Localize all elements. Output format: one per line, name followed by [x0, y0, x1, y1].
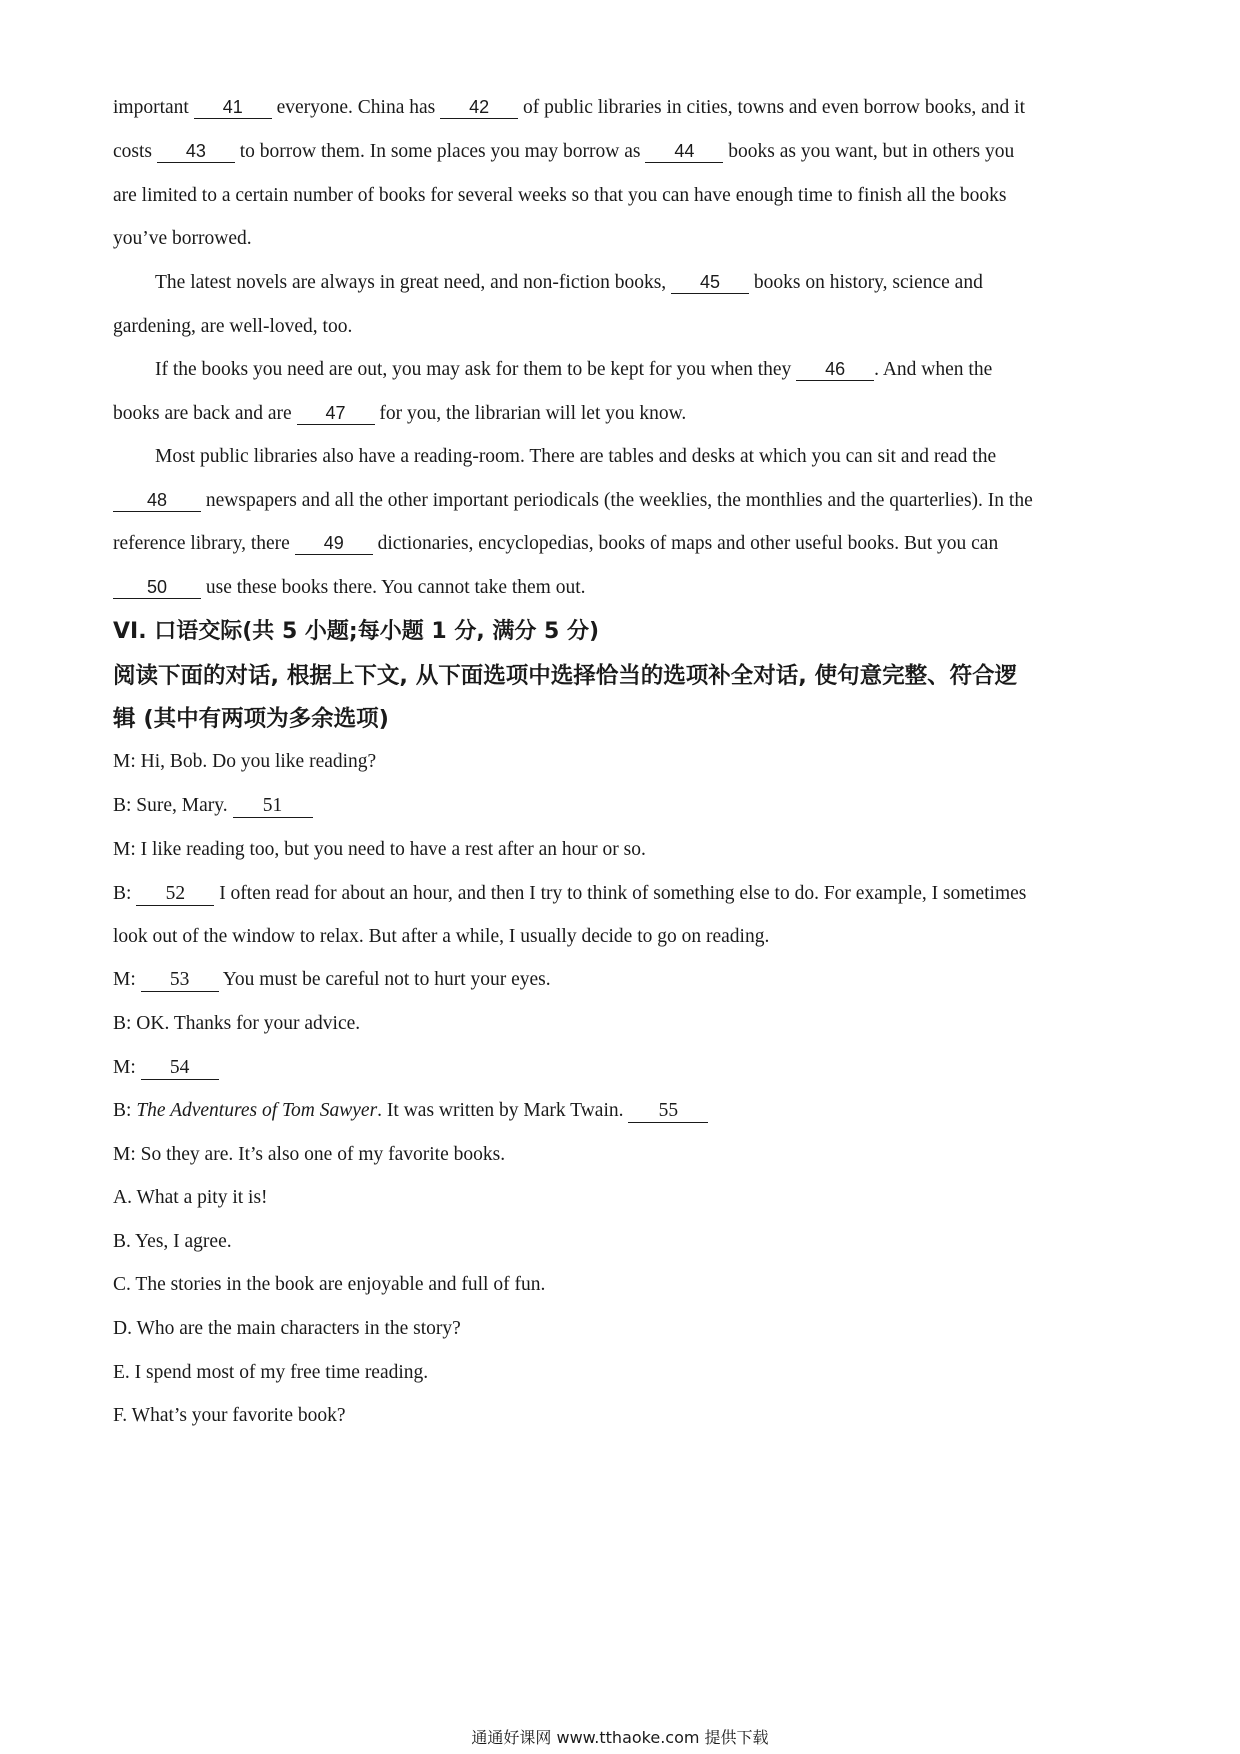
dialogue-line-1: M: Hi, Bob. Do you like reading? [113, 751, 377, 772]
text: books are back and are [113, 403, 297, 424]
page-footer: 通通好课网 www.tthaoke.com 提供下载 [471, 1728, 769, 1747]
dialogue-line-9 [113, 1098, 708, 1124]
dialogue-line-8 [113, 1055, 219, 1081]
passage-line-3: are limited to a certain number of books for several weeks so that you can have enough time to finish all the books [113, 185, 1007, 206]
passage-line-7 [155, 357, 992, 383]
blank-44: 44 [645, 140, 723, 163]
text: I often read for about an hour, and then I try to think of something else to do. For example, I sometimes [214, 883, 1027, 904]
text: reference library, there [113, 533, 295, 554]
dialogue-line-7: B: OK. Thanks for your advice. [113, 1013, 361, 1034]
dialogue-line-2 [113, 793, 313, 819]
text: newspapers and all the other important periodicals (the weeklies, the monthlies and the quarterlies). In the [201, 490, 1033, 511]
book-title: The Adventures of Tom Sawyer [136, 1100, 378, 1121]
passage-line-1 [113, 95, 1025, 121]
passage-line-12 [113, 575, 586, 601]
passage-line-10 [113, 488, 1033, 514]
passage-line-5 [155, 270, 983, 296]
text: M: [113, 1057, 141, 1078]
option-f: F. What’s your favorite book? [113, 1405, 346, 1426]
text: . And when the [874, 359, 993, 380]
blank-55: 55 [628, 1100, 708, 1123]
passage-line-9: Most public libraries also have a reading-room. There are tables and desks at which you can sit and read the [155, 446, 997, 467]
passage-line-4: you’ve borrowed. [113, 228, 252, 249]
option-e: E. I spend most of my free time reading. [113, 1362, 429, 1383]
blank-42: 42 [440, 96, 518, 119]
section-heading: VI. 口语交际(共 5 小题;每小题 1 分, 满分 5 分) [113, 619, 600, 644]
blank-50: 50 [113, 576, 201, 599]
dialogue-line-4 [113, 881, 1026, 907]
passage-line-11 [113, 531, 998, 557]
passage-line-8 [113, 401, 686, 427]
blank-46: 46 [796, 358, 874, 381]
text: If the books you need are out, you may ask for them to be kept for you when they [155, 359, 797, 380]
blank-45: 45 [671, 271, 749, 294]
text: books as you want, but in others you [723, 141, 1015, 162]
text: B: [113, 1100, 137, 1121]
blank-53: 53 [141, 969, 219, 992]
dialogue-line-5: look out of the window to relax. But after a while, I usually decide to go on reading. [113, 926, 770, 947]
option-c: C. The stories in the book are enjoyable and full of fun. [113, 1274, 546, 1295]
option-a: A. What a pity it is! [113, 1187, 268, 1208]
blank-49: 49 [295, 532, 373, 555]
text: to borrow them. In some places you may borrow as [234, 141, 646, 162]
blank-43: 43 [157, 140, 235, 163]
text: for you, the librarian will let you know. [374, 403, 687, 424]
text: B: [113, 883, 137, 904]
option-d: D. Who are the main characters in the story? [113, 1318, 461, 1339]
dialogue-line-10: M: So they are. It’s also one of my favorite books. [113, 1144, 506, 1165]
text: The latest novels are always in great need, and non-fiction books, [155, 272, 672, 293]
blank-51: 51 [233, 795, 313, 818]
dialogue-line-6 [113, 967, 551, 993]
text: dictionaries, encyclopedias, books of maps and other useful books. But you can [372, 533, 999, 554]
text: . It was written by Mark Twain. [377, 1100, 629, 1121]
blank-47: 47 [297, 402, 375, 425]
blank-54: 54 [141, 1057, 219, 1080]
blank-41: 41 [194, 96, 272, 119]
passage-line-2 [113, 139, 1014, 165]
blank-52: 52 [136, 883, 214, 906]
text: everyone. China has [271, 97, 441, 118]
passage-line-6: gardening, are well-loved, too. [113, 316, 353, 337]
section-instruction-1: 阅读下面的对话, 根据上下文, 从下面选项中选择恰当的选项补全对话, 使句意完整、符合逻 [113, 663, 1018, 689]
text: You must be careful not to hurt your eyes. [218, 969, 551, 990]
text: M: [113, 969, 141, 990]
text: costs [113, 141, 157, 162]
text: B: Sure, Mary. [113, 795, 233, 816]
text: use these books there. You cannot take them out. [201, 577, 586, 598]
text: important [113, 97, 194, 118]
option-b: B. Yes, I agree. [113, 1231, 232, 1252]
section-instruction-2: 辑 (其中有两项为多余选项) [113, 706, 389, 732]
text: of public libraries in cities, towns and even borrow books, and it [518, 97, 1026, 118]
dialogue-line-3: M: I like reading too, but you need to have a rest after an hour or so. [113, 839, 646, 860]
blank-48: 48 [113, 489, 201, 512]
text: books on history, science and [749, 272, 983, 293]
